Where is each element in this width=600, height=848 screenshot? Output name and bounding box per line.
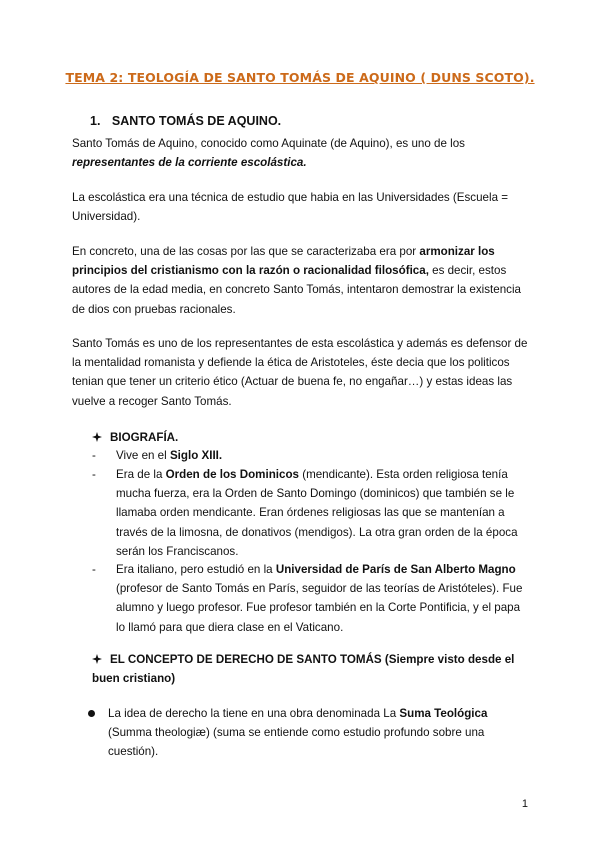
paragraph-armonizar (72, 242, 532, 319)
diamond-bullet-icon (92, 432, 102, 442)
item-post: (profesor de Santo Tomás en París, seguidor de las teorías de Aristóteles). Fue alumno y luego profesor. Fue profesor también en la Corte Pontificia, y el papa lo llamó para que diera clase en el Vaticano. (116, 582, 523, 634)
dash-bullet: - (92, 468, 96, 481)
item-bold: Siglo XIII. (169, 449, 223, 462)
concepto-heading-text: EL CONCEPTO DE DERECHO DE SANTO TOMÁS (Siempre visto desde el buen cristiano) (92, 653, 515, 686)
item-pre: Vive en el (116, 449, 170, 462)
page-number: 1 (521, 798, 528, 810)
suma-item-text (108, 704, 534, 762)
item-bold: Universidad de París de San Alberto Magno (275, 563, 516, 576)
biografia-item-text (116, 465, 532, 561)
suma-pre: La idea de derecho la tiene en una obra denominada La (108, 707, 400, 720)
paragraph-armonizar-pre: En concreto, una de las cosas por las que se caracterizaba era por (72, 245, 420, 258)
biografia-item-text (116, 446, 532, 465)
concepto-heading (92, 650, 532, 688)
paragraph-intro-text: Santo Tomás de Aquino, conocido como Aquinate (de Aquino), es uno de los (72, 137, 465, 150)
paragraph-intro (72, 134, 532, 172)
paragraph-intro-emphasis: representantes de la corriente escolástica. (72, 156, 307, 170)
biografia-item-text (116, 560, 532, 637)
dash-bullet: - (92, 449, 96, 462)
biografia-heading (92, 428, 532, 447)
biografia-heading-text: BIOGRAFÍA. (110, 431, 179, 444)
item-post: (mendicante). Esta orden religiosa tenía mucha fuerza, era la Orden de Santo Domingo (dominicos) que también se le llamaba orden mendicante. Eran órdenes religiosas las que se mantenían a través de la limosna, de donativos (mendigos). La otra gran orden de la época serán los Franciscanos. (116, 468, 518, 558)
paragraph-armonizar-post: es decir, estos autores de la edad media, en concreto Santo Tomás, intentaron demostrar la existencia de dios con pruebas racionales. (72, 264, 521, 316)
suma-bold: Suma Teológica (399, 707, 488, 720)
section-number: 1. (90, 114, 101, 128)
suma-post: (Summa theologiæ) (suma se entiende como estudio profundo sobre una cuestión). (108, 726, 485, 759)
round-bullet-icon (88, 710, 95, 717)
item-bold: Orden de los Dominicos (165, 468, 299, 481)
diamond-bullet-icon (92, 654, 102, 664)
document-title: TEMA 2: TEOLOGÍA DE SANTO TOMÁS DE AQUINO ( DUNS SCOTO). (65, 70, 535, 85)
section-title: SANTO TOMÁS DE AQUINO. (111, 114, 282, 128)
item-pre: Era de la (116, 468, 166, 481)
item-pre: Era italiano, pero estudió en la (116, 563, 276, 576)
dash-bullet: - (92, 563, 96, 576)
paragraph-aristoteles: Santo Tomás es uno de los representantes de esta escolástica y además es defensor de la mentalidad romanista y defiende la ética de Aristoteles, éste decia que los politicos tenian que tener un criterio ético (Actuar de buena fe, no engañar…) y estas ideas las vuelve a recoger Santo Tomás. (72, 337, 528, 408)
paragraph-armonizar-bold: armonizar los principios del cristianismo con la razón o racionalidad filosófica, (72, 245, 495, 278)
paragraph-escolastica: La escolástica era una técnica de estudio que habia en las Universidades (Escuela = Universidad). (72, 191, 509, 224)
section-heading (90, 114, 281, 128)
